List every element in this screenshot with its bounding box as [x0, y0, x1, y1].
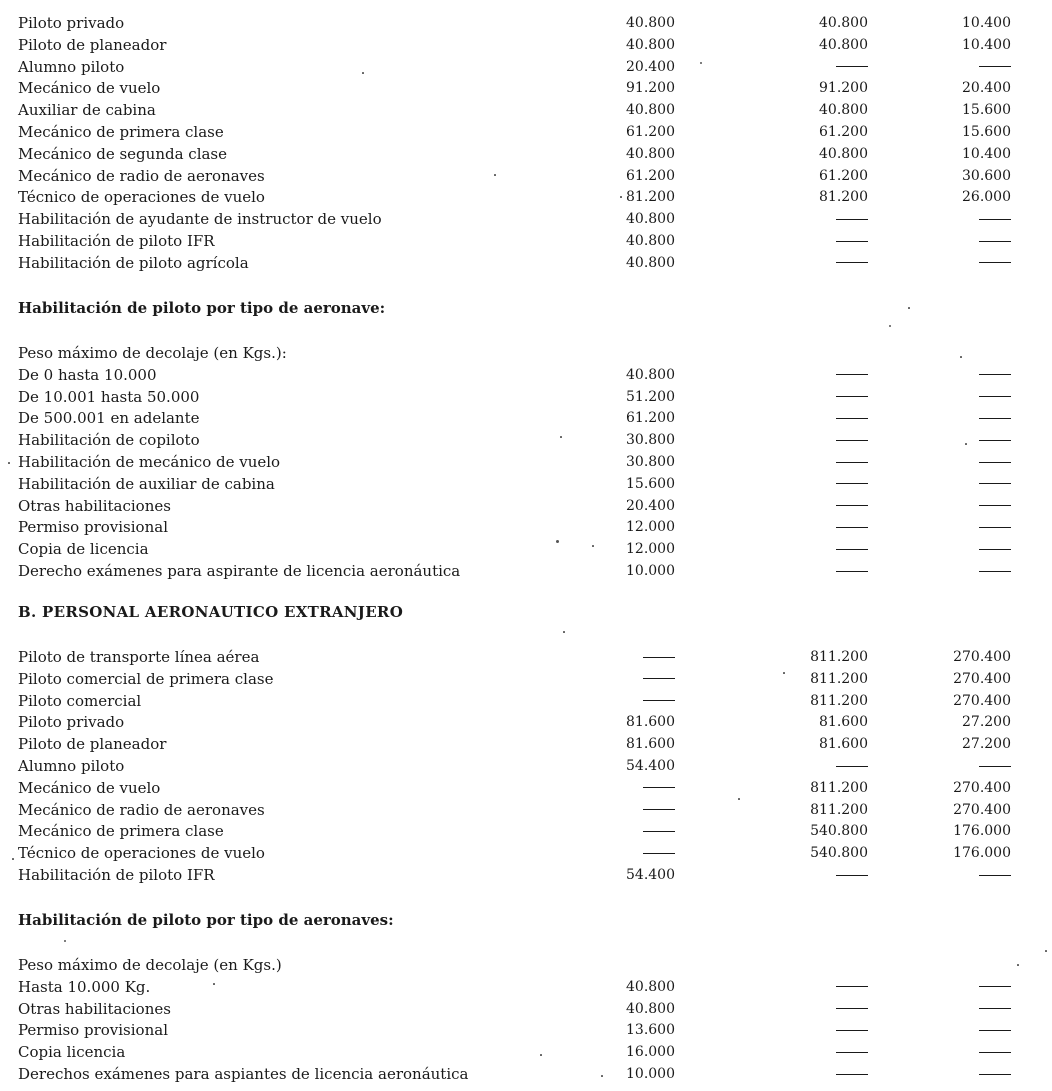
scan-speck	[12, 858, 14, 860]
scan-speck	[601, 1075, 603, 1077]
row-label: Alumno piloto	[18, 57, 125, 76]
table-row	[0, 34, 1052, 56]
dash-mark	[836, 462, 868, 463]
heading-row	[0, 297, 1052, 319]
row-label: Mecánico de primera clase	[18, 123, 224, 141]
dash-mark	[836, 1030, 868, 1031]
fee-c2	[750, 252, 868, 274]
dash-mark	[979, 462, 1011, 463]
fee-c1: 12.000	[626, 541, 675, 558]
table-row	[0, 429, 1052, 451]
fee-c1: 30.800	[626, 454, 675, 470]
dash-mark	[836, 219, 868, 220]
dash-mark	[979, 1052, 1011, 1053]
fee-c3	[895, 451, 1011, 473]
scan-speck	[1045, 950, 1047, 952]
fee-c2	[750, 208, 868, 230]
heading-row	[0, 601, 1052, 623]
fee-c1: 40.800	[626, 254, 675, 271]
dash-mark	[836, 418, 868, 419]
dash-mark	[836, 66, 868, 67]
fee-c2: 40.800	[819, 36, 868, 53]
row-label: Piloto de planeador	[18, 35, 167, 54]
row-label: Mecánico de vuelo	[18, 79, 161, 98]
fee-c2: 40.800	[819, 102, 868, 119]
table-row	[0, 451, 1052, 473]
fee-c1: 81.200	[626, 189, 675, 206]
dash-mark	[836, 241, 868, 242]
dash-mark	[979, 986, 1011, 987]
table-row	[0, 165, 1052, 187]
fee-c1: 40.800	[626, 211, 675, 228]
dash-mark	[979, 875, 1011, 876]
fee-c1: 40.800	[626, 15, 675, 31]
fee-c2	[750, 364, 868, 386]
table-row	[0, 820, 1052, 842]
row-label: Permiso provisional	[18, 1021, 168, 1040]
fee-c3: 270.400	[953, 801, 1011, 818]
scan-speck	[213, 983, 215, 985]
fee-c3: 30.600	[962, 167, 1011, 184]
fee-c1: 20.400	[626, 58, 675, 75]
table-row	[0, 560, 1052, 582]
dash-mark	[979, 1030, 1011, 1031]
fee-c3	[895, 407, 1011, 429]
dash-mark	[979, 527, 1011, 528]
fee-c3	[895, 864, 1011, 886]
fee-c1: 51.200	[626, 388, 675, 405]
row-label: Piloto privado	[18, 14, 125, 32]
section-title: B. PERSONAL AERONAUTICO EXTRANJERO	[18, 603, 404, 621]
dash-mark	[979, 766, 1011, 767]
fee-c3: 27.200	[962, 736, 1011, 753]
dash-mark	[836, 875, 868, 876]
scan-speck	[362, 72, 364, 74]
fee-c1	[560, 820, 675, 842]
dash-mark	[836, 440, 868, 441]
fee-c2	[750, 1019, 868, 1041]
fee-c3	[895, 1019, 1011, 1041]
row-label: Habilitación de piloto agrícola	[18, 253, 249, 272]
fee-c2	[750, 407, 868, 429]
row-label: Peso máximo de decolaje (en Kgs.)	[18, 956, 282, 974]
fee-c3	[895, 1063, 1011, 1085]
fee-c3	[895, 230, 1011, 252]
fee-c3: 176.000	[953, 823, 1011, 840]
dash-mark	[836, 1074, 868, 1075]
fee-c3	[895, 473, 1011, 495]
scan-speck	[560, 436, 562, 438]
fee-c2	[750, 560, 868, 582]
fee-c3: 10.400	[962, 36, 1011, 53]
fee-c1: 10.000	[626, 1066, 675, 1082]
fee-c2	[750, 998, 868, 1020]
fee-c3	[895, 998, 1011, 1020]
table-row	[0, 842, 1052, 864]
scan-speck	[556, 540, 559, 543]
fee-c3	[895, 429, 1011, 451]
row-label: Habilitación de ayudante de instructor de vuelo	[18, 210, 382, 229]
fee-c2: 540.800	[810, 823, 868, 840]
fee-c2	[750, 538, 868, 560]
dash-mark	[836, 483, 868, 484]
table-row	[0, 864, 1052, 886]
dash-mark	[979, 1074, 1011, 1075]
dash-mark	[979, 241, 1011, 242]
dash-mark	[979, 1008, 1011, 1009]
row-label: Mecánico de segunda clase	[18, 144, 228, 163]
fee-c1: 54.400	[626, 758, 675, 774]
dash-mark	[836, 571, 868, 572]
fee-c3	[895, 495, 1011, 517]
table-row	[0, 646, 1052, 668]
fee-c3	[895, 755, 1011, 777]
row-label: Piloto de planeador	[18, 735, 167, 754]
dash-mark	[979, 418, 1011, 419]
fee-c3: 270.400	[953, 779, 1011, 796]
scan-speck	[1017, 964, 1019, 966]
fee-c1: 16.000	[626, 1044, 675, 1061]
fee-c1: 40.800	[626, 102, 675, 119]
fee-c2	[750, 386, 868, 408]
row-label: Peso máximo de decolaje (en Kgs.):	[18, 344, 287, 362]
row-label: Habilitación de copiloto	[18, 431, 200, 450]
scan-speck	[960, 356, 962, 358]
table-row	[0, 99, 1052, 121]
row-label: De 0 hasta 10.000	[18, 365, 157, 384]
dash-mark	[836, 374, 868, 375]
dash-mark	[979, 374, 1011, 375]
row-label: Técnico de operaciones de vuelo	[18, 844, 265, 863]
fee-c3: 176.000	[953, 845, 1011, 862]
fee-c1: 61.200	[626, 167, 675, 184]
dash-mark	[643, 809, 675, 810]
dash-mark	[836, 549, 868, 550]
fee-c2	[750, 473, 868, 495]
dash-mark	[643, 853, 675, 854]
table-row	[0, 121, 1052, 143]
fee-c3	[895, 1041, 1011, 1063]
fee-c3: 270.400	[953, 692, 1011, 709]
table-row	[0, 495, 1052, 517]
table-row	[0, 733, 1052, 755]
fee-c2: 811.200	[810, 801, 868, 818]
fee-c3: 26.000	[962, 189, 1011, 206]
fee-c3	[895, 364, 1011, 386]
fee-c2	[750, 516, 868, 538]
fee-c1	[560, 690, 675, 712]
row-label: Otras habilitaciones	[18, 999, 171, 1018]
row-label: Derechos exámenes para aspiantes de licencia aeronáutica	[18, 1065, 469, 1083]
scan-speck	[494, 174, 496, 176]
fee-c3	[895, 976, 1011, 998]
row-label: De 10.001 hasta 50.000	[18, 387, 200, 406]
row-label: Derecho exámenes para aspirante de licencia aeronáutica	[18, 562, 461, 580]
fee-c2	[750, 1041, 868, 1063]
fee-c3: 270.400	[953, 670, 1011, 687]
fee-c1: 40.800	[626, 145, 675, 162]
group-heading: Habilitación de piloto por tipo de aeronave:	[18, 299, 386, 317]
scan-speck	[592, 545, 594, 547]
row-label: Auxiliar de cabina	[18, 101, 156, 120]
scan-speck	[908, 307, 910, 309]
scan-speck	[889, 325, 891, 327]
table-row	[0, 1063, 1052, 1085]
dash-mark	[979, 549, 1011, 550]
dash-mark	[836, 396, 868, 397]
table-row	[0, 342, 1052, 364]
row-label: Piloto de transporte línea aérea	[18, 648, 260, 666]
dash-mark	[643, 657, 675, 658]
scan-speck	[965, 443, 967, 445]
fee-c1	[560, 646, 675, 668]
fee-c3	[895, 560, 1011, 582]
table-row	[0, 407, 1052, 429]
heading-row	[0, 909, 1052, 931]
fee-c1: 40.800	[626, 978, 675, 995]
fee-c1: 40.800	[626, 233, 675, 249]
fee-c2	[750, 976, 868, 998]
dash-mark	[836, 986, 868, 987]
fee-c3: 27.200	[962, 714, 1011, 731]
fee-c1: 81.600	[626, 736, 675, 753]
fee-c1: 81.600	[626, 714, 675, 731]
fee-c2: 40.800	[819, 145, 868, 162]
fee-c3: 15.600	[962, 102, 1011, 119]
fee-c3	[895, 386, 1011, 408]
dash-mark	[836, 1008, 868, 1009]
row-label: Mecánico de primera clase	[18, 822, 224, 841]
fee-c2: 81.600	[819, 714, 868, 731]
table-row	[0, 143, 1052, 165]
dash-mark	[836, 1052, 868, 1053]
row-label: Habilitación de piloto IFR	[18, 866, 215, 884]
row-label: Mecánico de vuelo	[18, 778, 161, 797]
fee-c3: 15.600	[962, 124, 1011, 140]
row-label: Habilitación de piloto IFR	[18, 232, 215, 250]
fee-c3: 20.400	[962, 80, 1011, 97]
scan-speck	[8, 462, 10, 464]
dash-mark	[979, 440, 1011, 441]
fee-c2: 811.200	[810, 779, 868, 796]
table-row	[0, 998, 1052, 1020]
scan-speck	[540, 1054, 542, 1056]
dash-mark	[979, 571, 1011, 572]
scan-speck	[738, 798, 740, 800]
fee-c1: 61.200	[626, 124, 675, 140]
fee-c3: 270.400	[953, 649, 1011, 665]
fee-c1	[560, 842, 675, 864]
dash-mark	[643, 678, 675, 679]
scan-speck	[563, 631, 565, 633]
fee-c1: 20.400	[626, 497, 675, 514]
fee-c2	[750, 429, 868, 451]
fee-c1: 10.000	[626, 563, 675, 579]
row-label: Habilitación de mecánico de vuelo	[18, 453, 281, 471]
dash-mark	[979, 396, 1011, 397]
dash-mark	[979, 483, 1011, 484]
fee-c3	[895, 208, 1011, 230]
fee-c1	[560, 799, 675, 821]
dash-mark	[643, 787, 675, 788]
fee-c2	[750, 864, 868, 886]
fee-c1: 30.800	[626, 432, 675, 449]
table-row	[0, 186, 1052, 208]
fee-c1: 40.800	[626, 36, 675, 53]
table-row	[0, 56, 1052, 78]
table-row	[0, 976, 1052, 998]
fee-c3	[895, 516, 1011, 538]
table-row	[0, 364, 1052, 386]
table-row	[0, 799, 1052, 821]
table-row	[0, 473, 1052, 495]
row-label: Hasta 10.000 Kg.	[18, 977, 151, 996]
table-row	[0, 755, 1052, 777]
fee-c2	[750, 495, 868, 517]
fee-c3	[895, 56, 1011, 78]
dash-mark	[643, 831, 675, 832]
row-label: Alumno piloto	[18, 757, 125, 775]
dash-mark	[643, 700, 675, 701]
fee-c1: 54.400	[626, 867, 675, 883]
scan-speck	[64, 940, 66, 942]
fee-c2: 61.200	[819, 124, 868, 140]
fee-c2: 811.200	[810, 649, 868, 665]
fee-c3	[895, 252, 1011, 274]
fee-c3: 10.400	[962, 15, 1011, 31]
fee-c1: 12.000	[626, 519, 675, 536]
scan-speck	[620, 196, 622, 198]
table-row	[0, 230, 1052, 252]
fee-c2: 40.800	[819, 15, 868, 31]
row-label: Piloto comercial de primera clase	[18, 669, 274, 688]
row-label: Permiso provisional	[18, 518, 168, 537]
fee-c2: 91.200	[819, 80, 868, 97]
row-label: Copia licencia	[18, 1043, 126, 1062]
row-label: Técnico de operaciones de vuelo	[18, 188, 265, 207]
row-label: Mecánico de radio de aeronaves	[18, 800, 265, 819]
dash-mark	[836, 527, 868, 528]
row-label: De 500.001 en adelante	[18, 409, 200, 428]
table-row	[0, 12, 1052, 34]
fee-c1: 91.200	[626, 80, 675, 97]
table-row	[0, 1041, 1052, 1063]
fee-c2	[750, 755, 868, 777]
table-row	[0, 252, 1052, 274]
table-row	[0, 690, 1052, 712]
table-row	[0, 538, 1052, 560]
fee-c1	[560, 777, 675, 799]
table-row	[0, 668, 1052, 690]
fee-c2: 811.200	[810, 670, 868, 687]
fee-c1	[560, 668, 675, 690]
dash-mark	[979, 219, 1011, 220]
row-label: Copia de licencia	[18, 540, 149, 559]
row-label: Piloto comercial	[18, 691, 142, 710]
row-label: Habilitación de auxiliar de cabina	[18, 474, 275, 493]
fee-c2	[750, 1063, 868, 1085]
scan-speck	[700, 62, 702, 64]
fee-c2	[750, 451, 868, 473]
fee-c2: 61.200	[819, 167, 868, 184]
group-heading: Habilitación de piloto por tipo de aeronaves:	[18, 911, 394, 929]
table-row	[0, 711, 1052, 733]
dash-mark	[836, 505, 868, 506]
row-label: Otras habilitaciones	[18, 496, 171, 515]
row-label: Piloto privado	[18, 713, 125, 732]
fee-c3: 10.400	[962, 145, 1011, 162]
fee-c2	[750, 230, 868, 252]
fee-c1: 40.800	[626, 1000, 675, 1017]
dash-mark	[836, 766, 868, 767]
table-row	[0, 386, 1052, 408]
dash-mark	[979, 262, 1011, 263]
dash-mark	[979, 505, 1011, 506]
fee-c1: 61.200	[626, 410, 675, 427]
fee-c1: 40.800	[626, 366, 675, 383]
fee-c1: 15.600	[626, 475, 675, 492]
table-row	[0, 516, 1052, 538]
table-row	[0, 777, 1052, 799]
fee-c2: 811.200	[810, 692, 868, 709]
scan-speck	[783, 672, 785, 674]
dash-mark	[836, 262, 868, 263]
table-row	[0, 954, 1052, 976]
table-row	[0, 208, 1052, 230]
table-row	[0, 77, 1052, 99]
fee-c2	[750, 56, 868, 78]
dash-mark	[979, 66, 1011, 67]
fee-c2: 81.600	[819, 736, 868, 753]
fee-c1: 13.600	[626, 1022, 675, 1039]
fee-c3	[895, 538, 1011, 560]
fee-c2: 540.800	[810, 845, 868, 862]
fee-c2: 81.200	[819, 189, 868, 206]
table-row	[0, 1019, 1052, 1041]
row-label: Mecánico de radio de aeronaves	[18, 166, 265, 185]
